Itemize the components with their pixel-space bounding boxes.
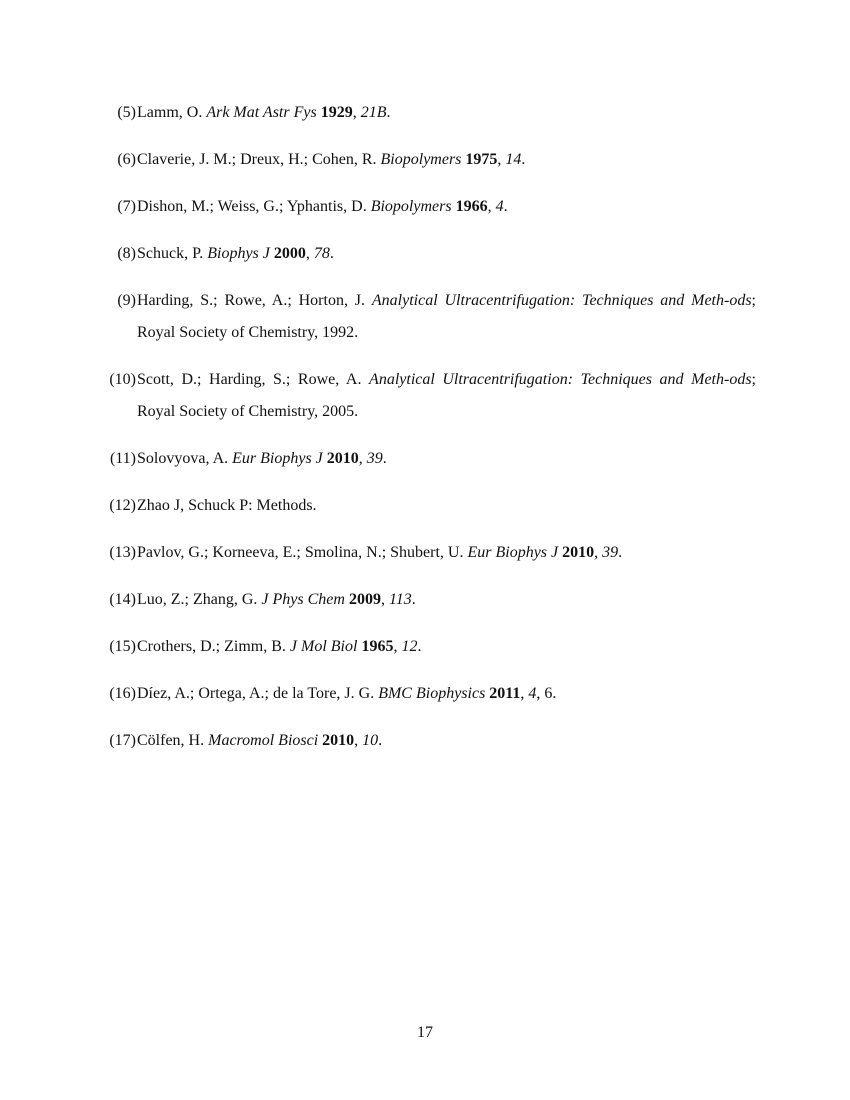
reference-text <box>136 631 756 663</box>
reference-item <box>96 490 756 522</box>
bold-segment: 2010 <box>322 732 355 749</box>
reference-number: (11) <box>109 450 136 467</box>
reference-text <box>136 238 756 270</box>
text-segment: Luo, Z.; Zhang, G. <box>137 591 262 608</box>
text-segment: Díez, A.; Ortega, A.; de la Tore, J. G. <box>137 685 379 702</box>
italic-segment: Analytical Ultracentrifugation: Techniques and Meth-ods <box>371 292 752 309</box>
reference-text <box>136 97 756 129</box>
text-segment: Dishon, M.; Weiss, G.; Yphantis, D. <box>137 198 371 215</box>
text-segment: . <box>411 591 416 608</box>
text-segment: , <box>497 151 506 168</box>
bold-segment: 1975 <box>465 151 498 168</box>
text-segment: Harding, S.; Rowe, A.; Horton, J. <box>137 292 372 309</box>
reference-text <box>136 443 756 475</box>
text-segment: , <box>305 245 314 262</box>
reference-number: (12) <box>109 497 136 514</box>
reference-item <box>96 238 756 270</box>
italic-segment: Ark Mat Astr Fys <box>206 104 317 121</box>
italic-segment: Biopolymers <box>380 151 462 168</box>
reference-number: (17) <box>109 732 136 749</box>
bold-segment: 2010 <box>326 450 359 467</box>
bold-segment: 2011 <box>489 685 521 702</box>
text-segment: , <box>354 732 363 749</box>
text-segment: Pavlov, G.; Korneeva, E.; Smolina, N.; Shubert, U. <box>137 544 468 561</box>
reference-text <box>136 364 756 428</box>
italic-segment: Biophys J <box>207 245 270 262</box>
reference-text <box>136 537 756 569</box>
reference-item <box>96 285 756 349</box>
reference-item <box>96 443 756 475</box>
text-segment: , <box>393 638 402 655</box>
italic-segment: 39 <box>366 450 383 467</box>
text-segment: . <box>382 450 387 467</box>
text-segment: , <box>520 685 529 702</box>
reference-item <box>96 191 756 223</box>
text-segment: , <box>358 450 367 467</box>
reference-number: (9) <box>117 292 136 309</box>
reference-text <box>136 678 756 710</box>
bold-segment: 2010 <box>562 544 595 561</box>
italic-segment: 21B <box>360 104 387 121</box>
page-number: 17 <box>417 1024 433 1041</box>
reference-text <box>136 144 756 176</box>
reference-number: (13) <box>109 544 136 561</box>
text-segment: Claverie, J. M.; Dreux, H.; Cohen, R. <box>137 151 381 168</box>
italic-segment: 4 <box>528 685 537 702</box>
reference-item <box>96 364 756 428</box>
bold-segment: 1929 <box>320 104 353 121</box>
text-segment: Schuck, P. <box>137 245 208 262</box>
italic-segment: 12 <box>401 638 418 655</box>
reference-number: (5) <box>117 104 136 121</box>
italic-segment: 10 <box>362 732 379 749</box>
text-segment: , <box>380 591 389 608</box>
reference-item <box>96 144 756 176</box>
reference-number: (10) <box>109 371 136 388</box>
italic-segment: Biopolymers <box>370 198 452 215</box>
reference-item <box>96 537 756 569</box>
italic-segment: 39 <box>602 544 619 561</box>
text-segment: Zhao J, Schuck P: Methods. <box>137 497 317 514</box>
reference-text <box>136 725 756 757</box>
italic-segment: BMC Biophysics <box>378 685 486 702</box>
text-segment: . <box>378 732 383 749</box>
text-segment: , <box>352 104 361 121</box>
italic-segment: 14 <box>505 151 522 168</box>
reference-item <box>96 678 756 710</box>
reference-number: (15) <box>109 638 136 655</box>
reference-text <box>136 191 756 223</box>
text-segment: . <box>618 544 623 561</box>
italic-segment: 78 <box>313 245 330 262</box>
text-segment: . <box>521 151 526 168</box>
text-segment: , 6. <box>536 685 557 702</box>
reference-number: (14) <box>109 591 136 608</box>
italic-segment: 4 <box>495 198 504 215</box>
bold-segment: 1965 <box>361 638 394 655</box>
italic-segment: Eur Biophys J <box>232 450 323 467</box>
text-segment: . <box>417 638 422 655</box>
bold-segment: 2009 <box>348 591 381 608</box>
text-segment: . <box>329 245 334 262</box>
text-segment: , <box>487 198 496 215</box>
italic-segment: Eur Biophys J <box>467 544 559 561</box>
text-segment: Crothers, D.; Zimm, B. <box>137 638 290 655</box>
reference-number: (8) <box>117 245 136 262</box>
text-segment: Cölfen, H. <box>137 732 209 749</box>
text-segment: Scott, D.; Harding, S.; Rowe, A. <box>137 371 370 388</box>
italic-segment: J Mol Biol <box>289 638 358 655</box>
text-segment: Lamm, O. <box>137 104 207 121</box>
text-segment: ; Royal Society of Chemistry, 1992. <box>137 292 756 341</box>
reference-text <box>136 584 756 616</box>
italic-segment: Analytical Ultracentrifugation: Techniques and Meth-ods <box>369 371 752 388</box>
reference-text <box>136 490 756 522</box>
reference-text <box>136 285 756 349</box>
text-segment: . <box>386 104 391 121</box>
reference-item <box>96 725 756 757</box>
italic-segment: Macromol Biosci <box>208 732 319 749</box>
italic-segment: 113 <box>388 591 412 608</box>
text-segment: Solovyova, A. <box>137 450 233 467</box>
reference-number: (7) <box>117 198 136 215</box>
italic-segment: J Phys Chem <box>261 591 345 608</box>
reference-item <box>96 97 756 129</box>
text-segment: ; Royal Society of Chemistry, 2005. <box>137 371 756 420</box>
bold-segment: 1966 <box>455 198 488 215</box>
reference-number: (6) <box>117 151 136 168</box>
reference-item <box>96 631 756 663</box>
reference-item <box>96 584 756 616</box>
bold-segment: 2000 <box>273 245 306 262</box>
text-segment: , <box>594 544 603 561</box>
reference-list <box>96 97 756 772</box>
text-segment: . <box>503 198 508 215</box>
reference-number: (16) <box>109 685 136 702</box>
